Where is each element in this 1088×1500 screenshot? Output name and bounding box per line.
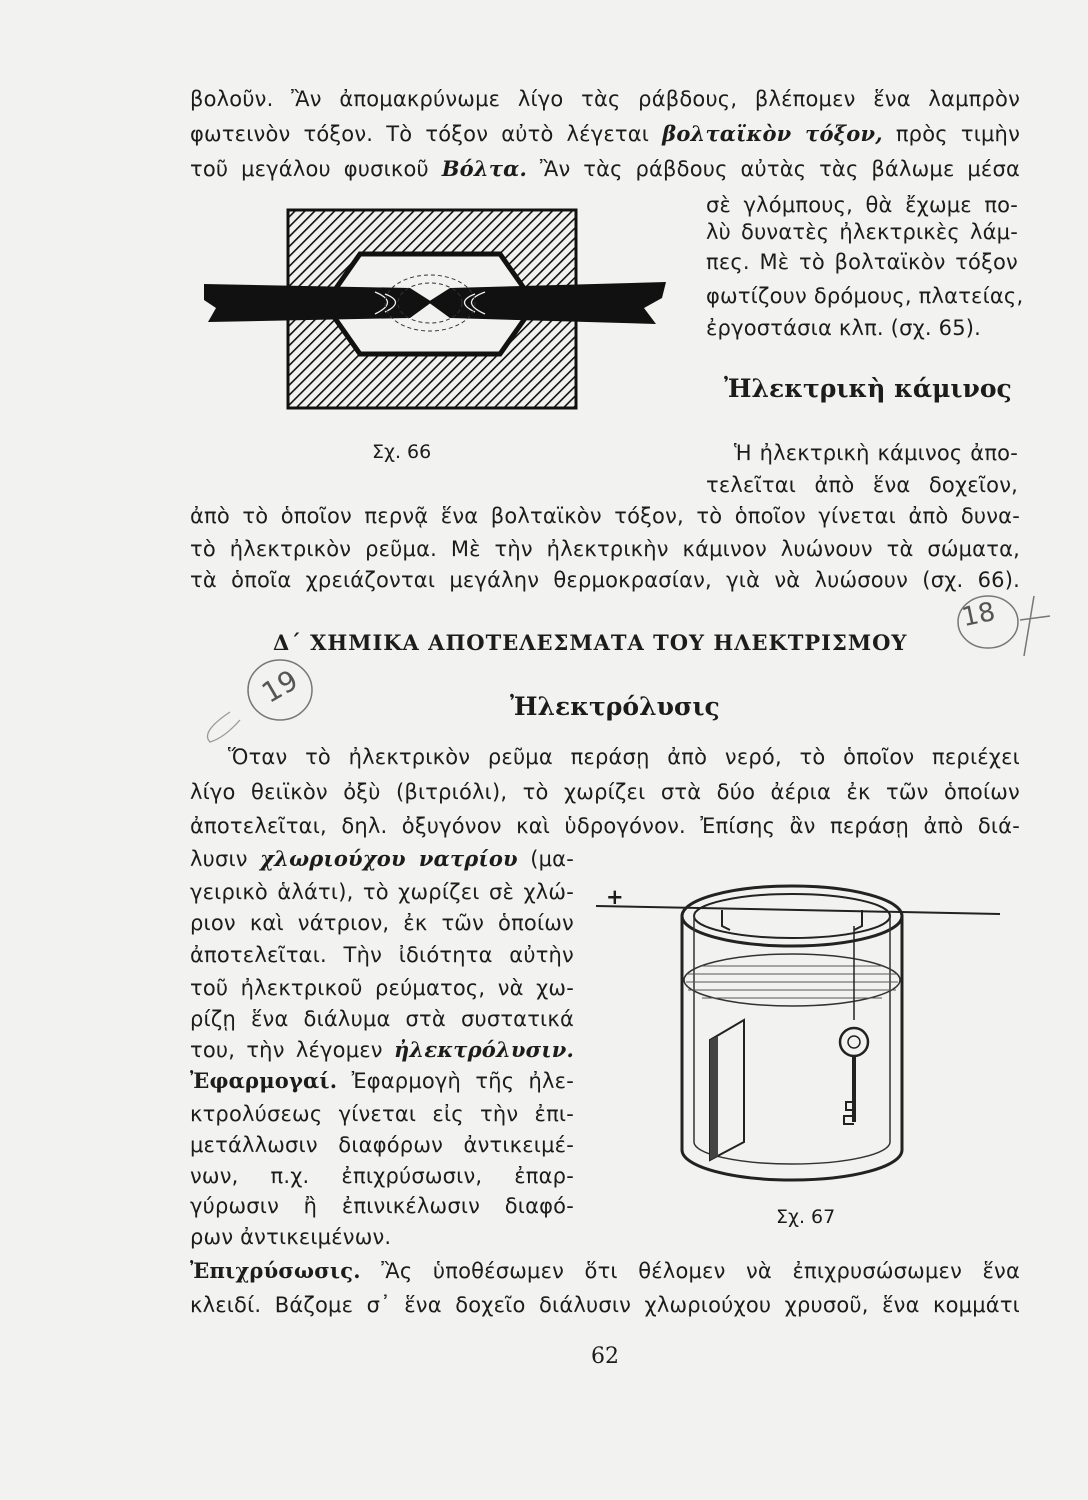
section-title: Δ΄ ΧΗΜΙΚΑ ΑΠΟΤΕΛΕΣΜΑΤΑ ΤΟΥ ΗΛΕΚΤΡΙΣΜΟΥ	[273, 630, 908, 655]
text-line: λίγο θειϊκὸν ὀξὺ (βιτριόλι), τὸ χωρίζει στὰ δύο ἀέρια ἐκ τῶν ὁποίων	[190, 780, 1020, 804]
text-line: κτρολύσεως γίνεται εἰς τὴν ἐπι-	[190, 1102, 574, 1126]
figure-67-electrolysis-vessel	[592, 870, 1012, 1210]
text-line: φωτεινὸν τόξον. Τὸ τόξον αὐτὸ λέγεται βολταϊκὸν τόξον, πρὸς τιμὴν	[190, 121, 1020, 146]
text-line: ριον καὶ νάτριον, ἐκ τῶν ὁποίων	[190, 911, 574, 935]
text-line: μετάλλωσιν διαφόρων ἀντικειμέ-	[190, 1133, 574, 1157]
annotation-19: 19	[256, 663, 304, 710]
figure-67-caption: Σχ. 67	[776, 1206, 836, 1228]
text-line: τοῦ μεγάλου φυσικοῦ Βόλτα. Ἂν τὰς ράβδους αὐτὰς τὰς βάλωμε μέσα	[190, 156, 1020, 181]
text-line: ρίζῃ ἕνα διάλυμα στὰ συστατικά	[190, 1007, 574, 1031]
text-line: φωτίζουν δρόμους, πλατείας,	[706, 284, 1024, 308]
text-line: Ἡ ἠλεκτρικὴ κάμινος ἀπο-	[734, 441, 1018, 465]
text-line: γύρωσιν ἢ ἐπινικέλωσιν διαφό-	[190, 1194, 574, 1218]
text-line: νων, π.χ. ἐπιχρύσωσιν, ἐπαρ-	[190, 1164, 574, 1188]
heading-electrolysis: Ἠλεκτρόλυσις	[510, 692, 720, 721]
text-line: Ὅταν τὸ ἠλεκτρικὸν ρεῦμα περάσῃ ἀπὸ νερό, τὸ ὁποῖον περιέχει	[228, 745, 1020, 769]
text-line: λὺ δυνατὲς ἠλεκτρικὲς λάμ-	[706, 220, 1018, 244]
text-line: τὸ ἠλεκτρικὸν ρεῦμα. Μὲ τὴν ἠλεκτρικὴν κάμινον λυώνουν τὰ σώματα,	[190, 537, 1020, 561]
text-line: Ἐφαρμογαί. Ἐφαρμογὴ τῆς ἠλε-	[190, 1068, 574, 1093]
figure-66-caption: Σχ. 66	[372, 441, 432, 463]
text-line: ρων ἀντικειμένων.	[190, 1225, 392, 1249]
text-line: λυσιν χλωριούχου νατρίου (μα-	[190, 846, 575, 871]
text-line: Ἐπιχρύσωσις. Ἂς ὑποθέσωμεν ὅτι θέλομεν νὰ ἐπιχρυσώσωμεν ἕνα	[190, 1258, 1020, 1283]
text-line: τελεῖται ἀπὸ ἕνα δοχεῖον,	[706, 473, 1018, 497]
heading-electric-furnace: Ἠλεκτρικὴ κάμινος	[724, 374, 1012, 403]
text-line: ἀποτελεῖται, δηλ. ὀξυγόνον καὶ ὑδρογόνον. Ἐπίσης ἂν περάσῃ ἀπὸ διά-	[190, 814, 1020, 838]
text-line: βολοῦν. Ἂν ἀπομακρύνωμε λίγο τὰς ράβδους, βλέπομεν ἕνα λαμπρὸν	[190, 87, 1020, 111]
figure-66-furnace	[200, 196, 670, 416]
text-line: κλειδί. Βάζομε σ᾽ ἕνα δοχεῖο διάλυσιν χλωριούχου χρυσοῦ, ἕνα κομμάτι	[190, 1293, 1020, 1317]
positive-terminal-label: +	[606, 885, 624, 909]
page-number: 62	[591, 1344, 619, 1369]
text-line: του, τὴν λέγομεν ἠλεκτρόλυσιν.	[190, 1037, 574, 1062]
text-line: ἀπὸ τὸ ὁποῖον περνᾷ ἕνα βολταϊκὸν τόξον, τὸ ὁποῖον γίνεται ἀπὸ δυνα-	[190, 504, 1020, 528]
text-line: τοῦ ἠλεκτρικοῦ ρεύματος, νὰ χω-	[190, 976, 574, 1000]
annotation-circle-19	[190, 654, 330, 744]
text-line: πες. Μὲ τὸ βολταϊκὸν τόξον	[706, 250, 1018, 274]
annotation-18: 18	[959, 596, 998, 634]
text-line: τὰ ὁποῖα χρειάζονται μεγάλην θερμοκρασίαν, γιὰ νὰ λυώσουν (σχ. 66).	[190, 568, 1020, 592]
text-line: ἀποτελεῖται. Τὴν ἰδιότητα αὐτὴν	[190, 943, 574, 967]
text-line: γειρικὸ ἁλάτι), τὸ χωρίζει σὲ χλώ-	[190, 880, 574, 904]
text-line: σὲ γλόμπους, θὰ ἔχωμε πο-	[706, 193, 1018, 217]
text-line: ἐργοστάσια κλπ. (σχ. 65).	[706, 316, 982, 340]
